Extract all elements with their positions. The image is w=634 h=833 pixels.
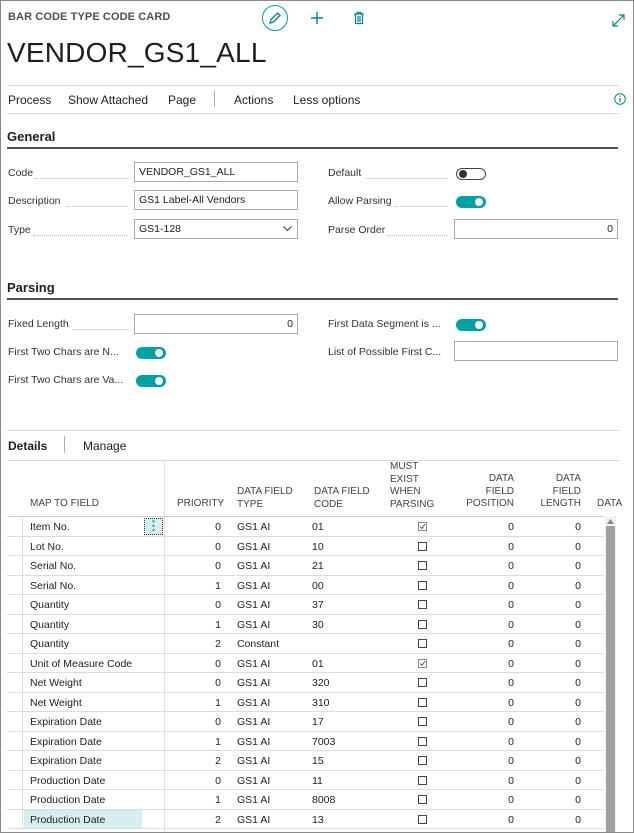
map-to-field-cell[interactable]: Net Weight [30,677,82,689]
tab-manage[interactable]: Manage [83,439,127,453]
row-selector[interactable] [7,771,23,791]
priority-cell[interactable]: 1 [215,735,221,748]
row-selector[interactable] [7,556,23,576]
data-field-type-cell[interactable]: GS1 AI [237,521,271,533]
vertical-scrollbar[interactable] [605,516,616,832]
first-two-chars-va-label: First Two Chars are Va... [8,374,124,386]
data-field-code-cell[interactable]: 17 [312,716,324,728]
row-selector[interactable] [7,732,23,752]
map-to-field-cell[interactable]: Quantity [30,618,70,631]
data-field-position-cell[interactable]: 0 [508,755,514,767]
page-caption: BAR CODE TYPE CODE CARD [8,11,171,23]
map-to-field-cell[interactable]: Expiration Date [30,755,102,767]
row-selector[interactable] [7,673,23,693]
delete-button[interactable] [351,10,367,26]
first-data-segment-label: First Data Segment is ... [328,318,441,330]
row-selector[interactable] [7,595,23,615]
col-header-line: DATA [488,473,514,484]
map-to-field-cell[interactable]: Quantity [30,638,70,650]
table-row[interactable] [1,673,605,693]
section-rule [7,298,618,300]
description-field[interactable]: GS1 Label-All Vendors [134,190,298,210]
data-field-type-cell[interactable]: GS1 AI [237,794,271,806]
col-data-field-type[interactable] [237,486,293,511]
parse-order-field[interactable]: 0 [454,219,618,239]
data-field-type-cell[interactable]: Constant [237,638,280,650]
first-data-segment-toggle[interactable] [456,319,486,331]
priority-cell[interactable]: 0 [215,716,221,728]
must-exist-checkbox[interactable] [418,659,427,668]
data-field-position-cell[interactable]: 0 [508,638,514,650]
col-header-line: MUST [390,461,419,472]
table-row[interactable] [1,537,605,557]
row-selector[interactable] [7,810,23,830]
leader-dots [35,178,127,179]
info-button[interactable] [613,92,626,105]
leader-dots [367,178,447,179]
priority-cell[interactable]: 0 [215,677,221,689]
code-label: Code [8,167,34,179]
toggle-knob [459,170,467,178]
data-field-position-cell[interactable]: 0 [508,657,514,670]
must-exist-checkbox[interactable] [418,581,427,590]
delete-icon [353,11,365,25]
col-header-line: DATA FIELD [314,486,370,497]
data-field-code-cell[interactable]: 320 [312,677,330,689]
data-field-code-cell[interactable]: 30 [312,618,324,631]
row-selector[interactable] [7,790,23,810]
data-field-position-cell[interactable]: 0 [508,774,514,787]
data-field-position-cell[interactable]: 0 [508,618,514,631]
data-field-length-cell[interactable]: 0 [575,813,581,826]
data-field-length-cell[interactable]: 0 [575,677,581,689]
action-page[interactable]: Page [168,93,197,107]
data-field-code-cell[interactable]: 00 [312,579,324,592]
data-field-position-cell[interactable]: 0 [508,540,514,553]
expand-button[interactable] [610,12,626,28]
default-toggle[interactable] [456,168,486,180]
scroll-up-arrow-icon[interactable] [607,519,614,524]
data-field-type-cell[interactable]: GS1 AI [237,716,271,728]
type-label: Type [8,224,31,236]
priority-cell[interactable]: 0 [215,521,221,533]
must-exist-checkbox[interactable] [418,795,427,804]
data-field-length-cell[interactable]: 0 [575,540,581,553]
data-field-length-cell[interactable]: 0 [575,794,581,806]
data-field-code-cell[interactable]: 37 [312,599,324,611]
data-field-code-cell[interactable]: 01 [312,521,324,533]
map-to-field-cell[interactable]: Production Date [30,794,106,806]
checkmark-icon [419,523,426,530]
data-field-type-cell[interactable]: GS1 AI [237,755,271,767]
must-exist-checkbox[interactable] [418,756,427,765]
toggle-knob [475,198,483,206]
data-field-length-cell[interactable]: 0 [575,716,581,728]
priority-cell[interactable]: 1 [215,579,221,592]
data-field-code-cell[interactable]: 8008 [312,794,336,806]
data-field-length-cell[interactable]: 0 [575,579,581,592]
table-row[interactable] [1,790,605,810]
leader-dots [387,235,447,236]
row-selector[interactable] [7,576,23,596]
priority-cell[interactable]: 0 [215,657,221,670]
col-header-line: FIELD [552,485,581,497]
data-field-type-cell[interactable]: GS1 AI [237,540,271,553]
data-field-position-cell[interactable]: 0 [508,521,514,533]
priority-cell[interactable]: 0 [215,540,221,553]
table-row[interactable] [1,810,605,830]
map-to-field-cell[interactable]: Item No. [30,521,70,533]
map-to-field-cell[interactable]: Serial No. [30,579,77,592]
data-field-code-cell[interactable]: 01 [312,657,324,670]
data-field-code-cell[interactable]: 15 [312,755,324,767]
must-exist-checkbox[interactable] [418,776,427,785]
data-field-code-cell[interactable]: 310 [312,696,330,709]
table-row[interactable] [1,693,605,713]
data-field-position-cell[interactable]: 0 [508,735,514,748]
row-selector[interactable] [7,517,23,537]
allow-parsing-toggle[interactable] [456,196,486,208]
data-field-length-cell[interactable]: 0 [575,599,581,611]
data-field-code-cell[interactable]: 7003 [312,735,336,748]
priority-cell[interactable]: 2 [215,638,221,650]
table-row[interactable] [1,576,605,596]
data-field-code-cell[interactable]: 11 [312,774,323,787]
table-row[interactable] [1,751,605,771]
data-field-code-cell[interactable]: 10 [312,540,324,553]
row-selector[interactable] [7,634,23,654]
action-bar [1,85,633,114]
first-two-chars-n-label: First Two Chars are N... [8,346,119,358]
col-data-partial[interactable]: DATA [597,498,623,509]
col-map-to-field[interactable]: MAP TO FIELD [30,498,99,509]
general-section-title[interactable]: General [7,129,56,144]
must-exist-checkbox[interactable] [418,678,427,687]
scrollbar-thumb[interactable] [606,526,615,832]
must-exist-checkbox[interactable] [418,717,427,726]
data-field-length-cell[interactable]: 0 [575,638,581,650]
data-field-length-cell[interactable]: 0 [575,755,581,767]
map-to-field-cell[interactable]: Production Date [30,813,106,826]
table-row[interactable] [1,732,605,752]
col-header-line: LENGTH [540,498,581,509]
col-header-line: TYPE [237,498,264,510]
dropdown-chevron-icon [283,226,292,232]
map-to-field-cell[interactable]: Serial No. [30,560,77,572]
data-field-length-cell[interactable]: 0 [575,560,581,572]
map-to-field-cell[interactable]: Net Weight [30,696,82,709]
row-selector[interactable] [7,693,23,713]
row-divider [7,828,604,829]
row-selector[interactable] [7,615,23,635]
leader-dots [394,206,447,207]
data-field-position-cell[interactable]: 0 [508,696,514,709]
toggle-knob [155,377,163,385]
priority-cell[interactable]: 1 [215,696,221,709]
col-data-field-code[interactable] [314,486,370,511]
data-field-length-cell[interactable]: 0 [575,774,581,787]
row-selector[interactable] [7,654,23,674]
data-field-length-cell[interactable]: 0 [575,735,581,748]
must-exist-checkbox[interactable] [418,815,427,824]
add-icon [310,11,324,25]
fixed-length-label: Fixed Length [8,318,69,330]
map-to-field-cell[interactable]: Expiration Date [30,735,102,748]
data-field-type-cell[interactable]: GS1 AI [237,560,271,572]
page-title: VENDOR_GS1_ALL [7,37,267,68]
priority-cell[interactable]: 2 [215,755,221,767]
checkmark-icon [419,660,426,667]
fixed-length-field[interactable]: 0 [134,314,298,334]
data-field-length-cell[interactable]: 0 [575,696,581,709]
data-field-length-cell[interactable]: 0 [575,521,581,533]
col-header-line: DATA FIELD [237,486,293,497]
must-exist-checkbox[interactable] [418,542,427,551]
parse-order-label: Parse Order [328,224,386,236]
description-label: Description [8,195,61,207]
table-row[interactable] [1,615,605,635]
col-header-line: PARSING [390,498,435,510]
data-field-position-cell[interactable]: 0 [508,579,514,592]
action-show-attached[interactable]: Show Attached [68,93,149,107]
data-field-type-cell[interactable]: GS1 AI [237,813,271,826]
data-field-code-cell[interactable]: 21 [312,560,324,572]
col-header-line: CODE [314,498,343,510]
col-data-field-position[interactable] [456,473,514,511]
must-exist-checkbox[interactable] [418,620,427,629]
priority-cell[interactable]: 1 [215,794,221,806]
possible-first-chars-field[interactable] [454,341,618,361]
section-rule [7,147,618,149]
possible-first-chars-label: List of Possible First C... [328,346,442,358]
divider [7,113,619,114]
data-field-type-cell[interactable]: GS1 AI [237,657,271,670]
data-field-type-cell[interactable]: GS1 AI [237,774,271,787]
must-exist-checkbox[interactable] [418,522,427,531]
priority-cell[interactable]: 0 [215,774,221,787]
edit-icon [268,11,282,25]
must-exist-checkbox[interactable] [418,698,427,707]
col-data-field-length[interactable] [531,473,581,511]
data-field-type-cell[interactable]: GS1 AI [237,677,271,689]
toggle-knob [155,349,163,357]
new-button[interactable] [309,10,325,26]
leader-dots [33,235,127,236]
type-select-value: GS1-128 [139,223,182,235]
code-field[interactable]: VENDOR_GS1_ALL [134,162,298,182]
data-field-length-cell[interactable]: 0 [575,618,581,631]
table-row[interactable] [1,517,605,537]
leader-dots [72,329,127,330]
first-two-chars-n-toggle[interactable] [136,347,166,359]
data-field-position-cell[interactable]: 0 [508,677,514,689]
data-field-type-cell[interactable]: GS1 AI [237,599,271,611]
must-exist-checkbox[interactable] [418,639,427,648]
tab-separator [64,436,65,453]
data-field-type-cell[interactable]: GS1 AI [237,735,271,748]
action-process[interactable]: Process [8,93,52,107]
map-to-field-cell[interactable]: Expiration Date [30,716,102,728]
map-to-field-cell[interactable]: Quantity [30,599,70,611]
action-separator [214,91,215,107]
priority-cell[interactable]: 2 [215,813,221,826]
table-row[interactable] [1,654,605,674]
data-field-position-cell[interactable]: 0 [508,560,514,572]
action-actions[interactable]: Actions [234,93,274,107]
map-to-field-cell[interactable]: Lot No. [30,540,64,553]
toggle-knob [475,321,483,329]
col-header-line: EXIST [390,473,419,485]
table-row[interactable] [1,595,605,615]
data-field-type-cell[interactable]: GS1 AI [237,618,271,631]
col-priority[interactable]: PRIORITY [177,498,225,509]
edit-button[interactable] [262,5,288,31]
table-row[interactable] [1,771,605,791]
data-field-type-cell[interactable]: GS1 AI [237,579,271,592]
table-row[interactable] [1,712,605,732]
must-exist-checkbox[interactable] [418,737,427,746]
row-menu-icon[interactable]: ⋮ [144,518,163,535]
allow-parsing-label: Allow Parsing [328,195,392,207]
col-header-line: WHEN [390,486,421,497]
row-selector[interactable] [7,537,23,557]
type-select[interactable] [134,219,298,239]
col-header-line: POSITION [466,498,514,509]
first-two-chars-va-toggle[interactable] [136,375,166,387]
info-icon [614,93,626,105]
data-field-code-cell[interactable]: 13 [312,813,324,826]
map-to-field-cell[interactable]: Unit of Measure Code [30,657,133,670]
leader-dots [66,206,127,207]
action-less-options[interactable]: Less options [293,93,361,107]
col-header-line: FIELD [485,485,514,497]
priority-cell[interactable]: 0 [215,599,221,611]
data-field-length-cell[interactable]: 0 [575,657,581,670]
data-field-position-cell[interactable]: 0 [508,794,514,806]
map-to-field-cell[interactable]: Production Date [30,774,106,787]
data-field-type-cell[interactable]: GS1 AI [237,696,271,709]
priority-cell[interactable]: 1 [215,618,221,631]
data-field-position-cell[interactable]: 0 [508,599,514,611]
tab-details[interactable]: Details [8,439,48,453]
data-field-position-cell[interactable]: 0 [508,813,514,826]
table-row[interactable] [1,634,605,654]
default-label: Default [328,167,362,179]
divider [7,430,619,431]
parsing-section-title[interactable]: Parsing [7,280,55,295]
col-header-line: DATA [555,473,581,484]
must-exist-checkbox[interactable] [418,561,427,570]
table-row[interactable] [1,556,605,576]
data-field-position-cell[interactable]: 0 [508,716,514,728]
row-selector[interactable] [7,712,23,732]
row-selector[interactable] [7,751,23,771]
col-must-exist-when-parsing[interactable] [390,461,434,511]
priority-cell[interactable]: 0 [215,560,221,572]
expand-icon [612,14,625,27]
lines-grid [1,461,633,832]
must-exist-checkbox[interactable] [418,600,427,609]
